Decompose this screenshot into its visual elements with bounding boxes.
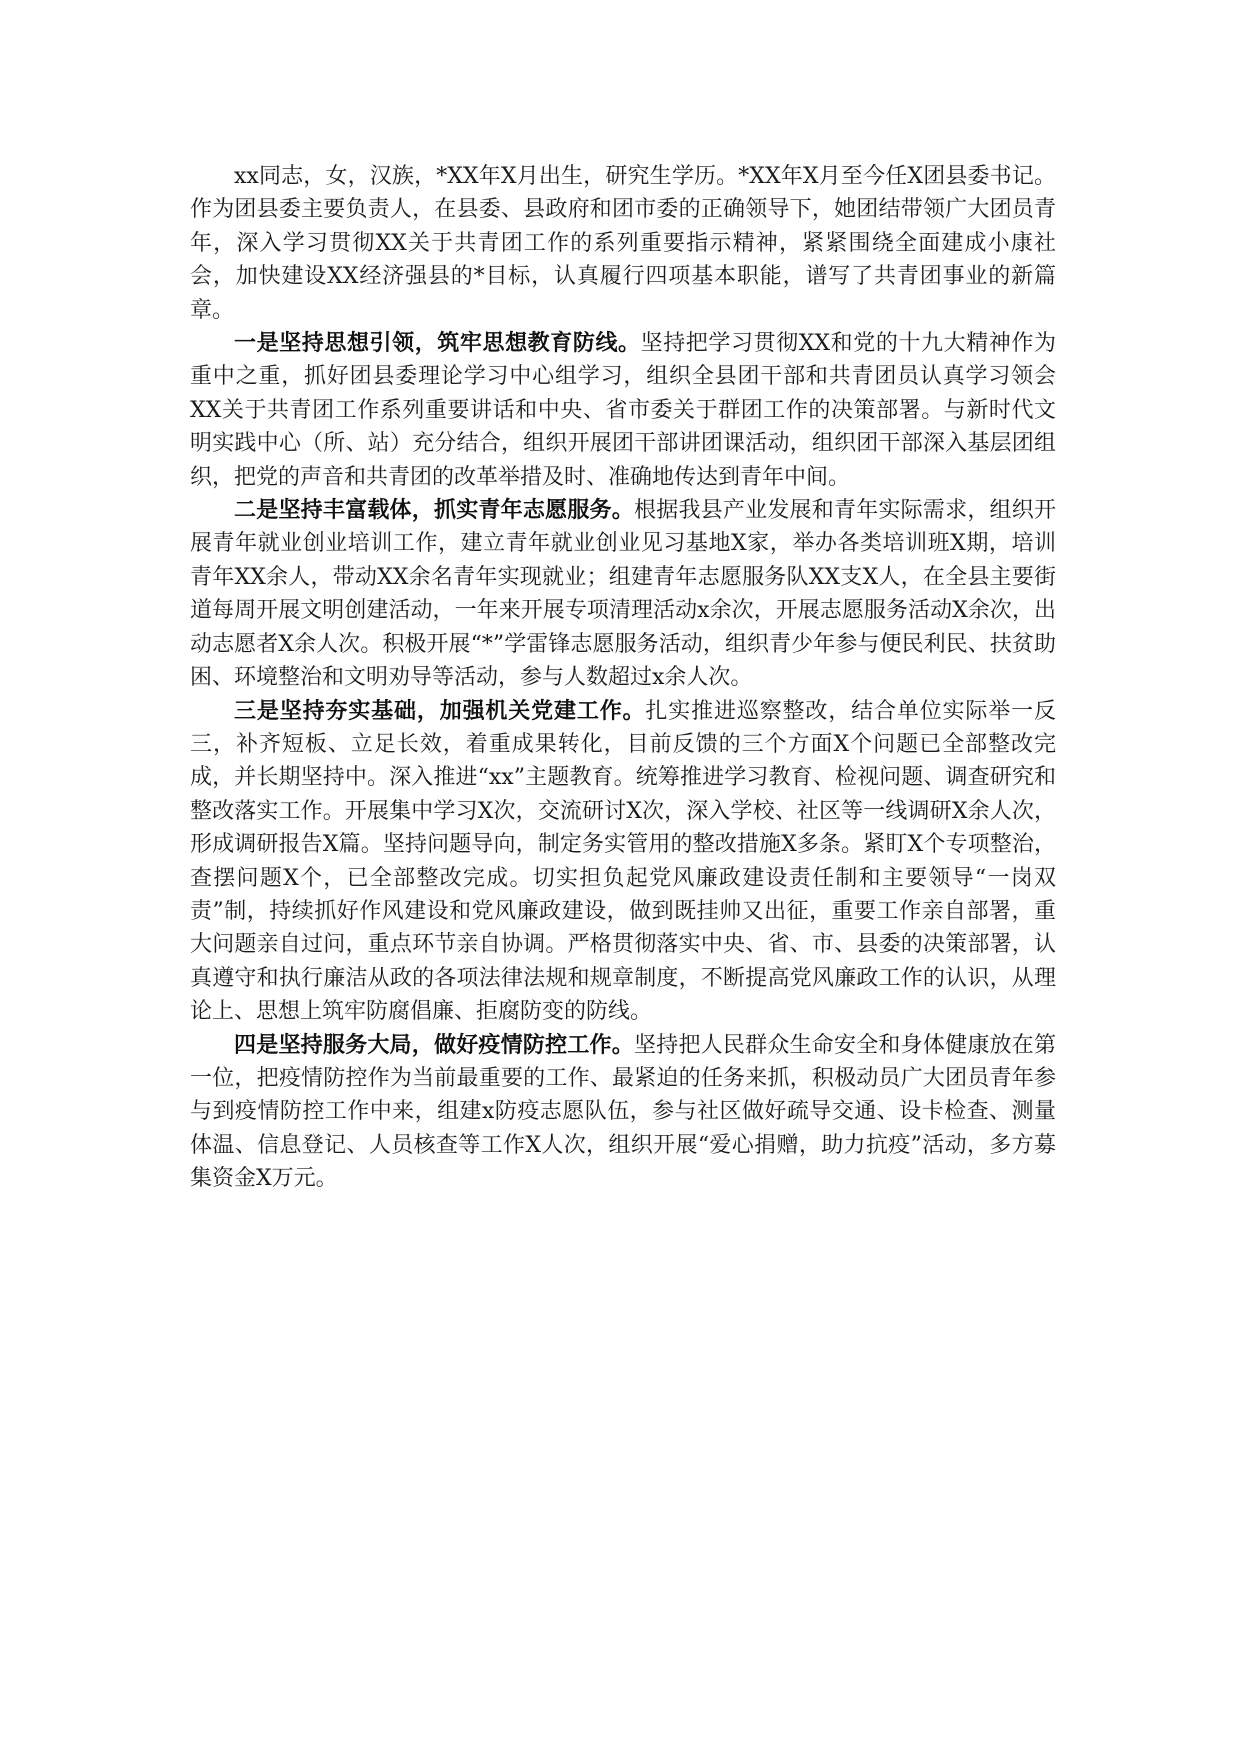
section-4-paragraph [190, 1029, 1056, 1196]
paragraph-lead: 一是坚持思想引领，筑牢思想教育防线。 [234, 330, 641, 357]
section-3-paragraph [190, 695, 1056, 1029]
section-1-paragraph [190, 327, 1056, 494]
paragraph-text: xx同志，女，汉族，*XX年X月出生，研究生学历。*XX年X月至今任X团县委书记。作为团县委主要负责人，在县委、县政府和团市委的正确领导下，她团结带领广大团员青年，深入学习贯彻XX关于共青团工作的系列重要指示精神，紧紧围绕全面建成小康社会，加快建设XX经济强县的*目标，认真履行四项基本职能，谱写了共青团事业的新篇章。 [190, 164, 1056, 323]
paragraph-lead: 三是坚持夯实基础，加强机关党建工作。 [234, 697, 646, 724]
paragraph-text: 扎实推进巡察整改，结合单位实际举一反三，补齐短板、立足长效，着重成果转化，目前反馈的三个方面X个问题已全部整改完成，并长期坚持中。深入推进“xx”主题教育。统筹推进学习教育、检视问题、调查研究和整改落实工作。开展集中学习X次，交流研讨X次，深入学校、社区等一线调研X余人次，形成调研报告X篇。坚持问题导向，制定务实管用的整改措施X多条。紧盯X个专项整治，查摆问题X个，已全部整改完成。切实担负起党风廉政建设责任制和主要领导“一岗双责”制，持续抓好作风建设和党风廉政建设，做到既挂帅又出征，重要工作亲自部署，重大问题亲自过问，重点环节亲自协调。严格贯彻落实中央、省、市、县委的决策部署，认真遵守和执行廉洁从政的各项法律法规和规章制度，不断提高党风廉政工作的认识，从理论上、思想上筑牢防腐倡廉、拒腐防变的防线。 [190, 698, 1056, 1025]
paragraph-lead: 二是坚持丰富载体，抓实青年志愿服务。 [234, 497, 634, 524]
paragraph-text: 坚持把人民群众生命安全和身体健康放在第一位，把疫情防控作为当前最重要的工作、最紧迫的任务来抓，积极动员广大团员青年参与到疫情防控工作中来，组建x防疫志愿队伍，参与社区做好疏导交通、设卡检查、测量体温、信息登记、人员核查等工作X人次，组织开展“爱心捐赠，助力抗疫”活动，多方募集资金X万元。 [190, 1032, 1056, 1192]
paragraph-text: 坚持把学习贯彻XX和党的十九大精神作为重中之重，抓好团县委理论学习中心组学习，组织全县团干部和共青团员认真学习领会XX关于共青团工作系列重要讲话和中央、省市委关于群团工作的决策部署。与新时代文明实践中心（所、站）充分结合，组织开展团干部讲团课活动，组织团干部深入基层团组织，把党的声音和共青团的改革举措及时、准确地传达到青年中间。 [190, 331, 1056, 490]
section-2-paragraph [190, 494, 1056, 694]
document-body [190, 160, 1056, 1196]
paragraph-text: 根据我县产业发展和青年实际需求，组织开展青年就业创业培训工作，建立青年就业创业见习基地X家，举办各类培训班X期，培训青年XX余人，带动XX余名青年实现就业；组建青年志愿服务队XX支X人，在全县主要街道每周开展文明创建活动，一年来开展专项清理活动x余次，开展志愿服务活动X余次，出动志愿者X余人次。积极开展“*”学雷锋志愿服务活动，组织青少年参与便民利民、扶贫助困、环境整治和文明劝导等活动，参与人数超过x余人次。 [190, 498, 1056, 691]
paragraph-lead: 四是坚持服务大局，做好疫情防控工作。 [234, 1031, 634, 1058]
intro-paragraph [190, 160, 1056, 327]
